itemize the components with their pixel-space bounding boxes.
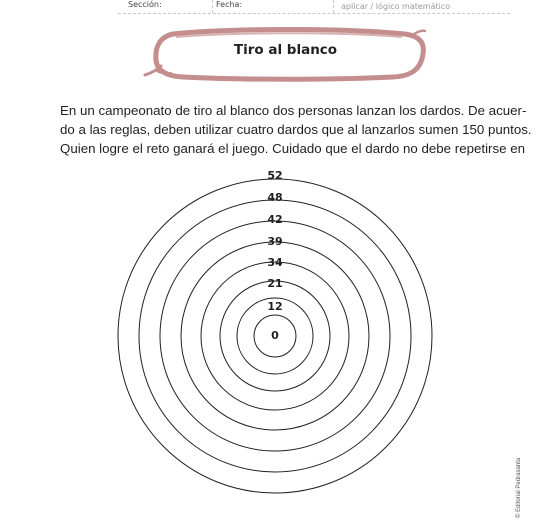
header-divider	[212, 0, 213, 13]
intro-paragraph	[60, 101, 532, 158]
title-banner	[143, 26, 428, 84]
ring-value-0: 0	[271, 329, 279, 342]
ring-value-34: 34	[267, 256, 283, 269]
publisher-credit	[516, 440, 526, 520]
intro-line: Quien logre el reto ganará el juego. Cuidado que el dardo no debe repetirse en	[60, 141, 525, 156]
ring-value-42: 42	[267, 213, 283, 226]
fecha-label: Fecha:	[216, 0, 243, 9]
page-title: Tiro al blanco	[233, 42, 338, 58]
header-underline	[118, 13, 510, 14]
ring-value-39: 39	[267, 235, 283, 248]
worksheet-header	[0, 0, 550, 16]
dartboard	[167, 160, 383, 520]
seccion-label: Sección:	[128, 0, 162, 9]
competencia-label: aplicar / lógico matemático	[341, 2, 451, 11]
ring-value-12: 12	[267, 300, 283, 313]
ring-value-48: 48	[267, 191, 283, 204]
intro-line: do a las reglas, deben utilizar cuatro dardos que al lanzarlos sumen 150 puntos.	[60, 122, 532, 137]
header-divider	[333, 0, 334, 13]
ring-value-52: 52	[267, 169, 283, 182]
intro-line: En un campeonato de tiro al blanco dos personas lanzan los dardos. De acuer-	[60, 103, 527, 118]
publisher-credit-text: © Editorial Pedrasanta	[516, 457, 522, 518]
ring-value-21: 21	[267, 277, 283, 290]
